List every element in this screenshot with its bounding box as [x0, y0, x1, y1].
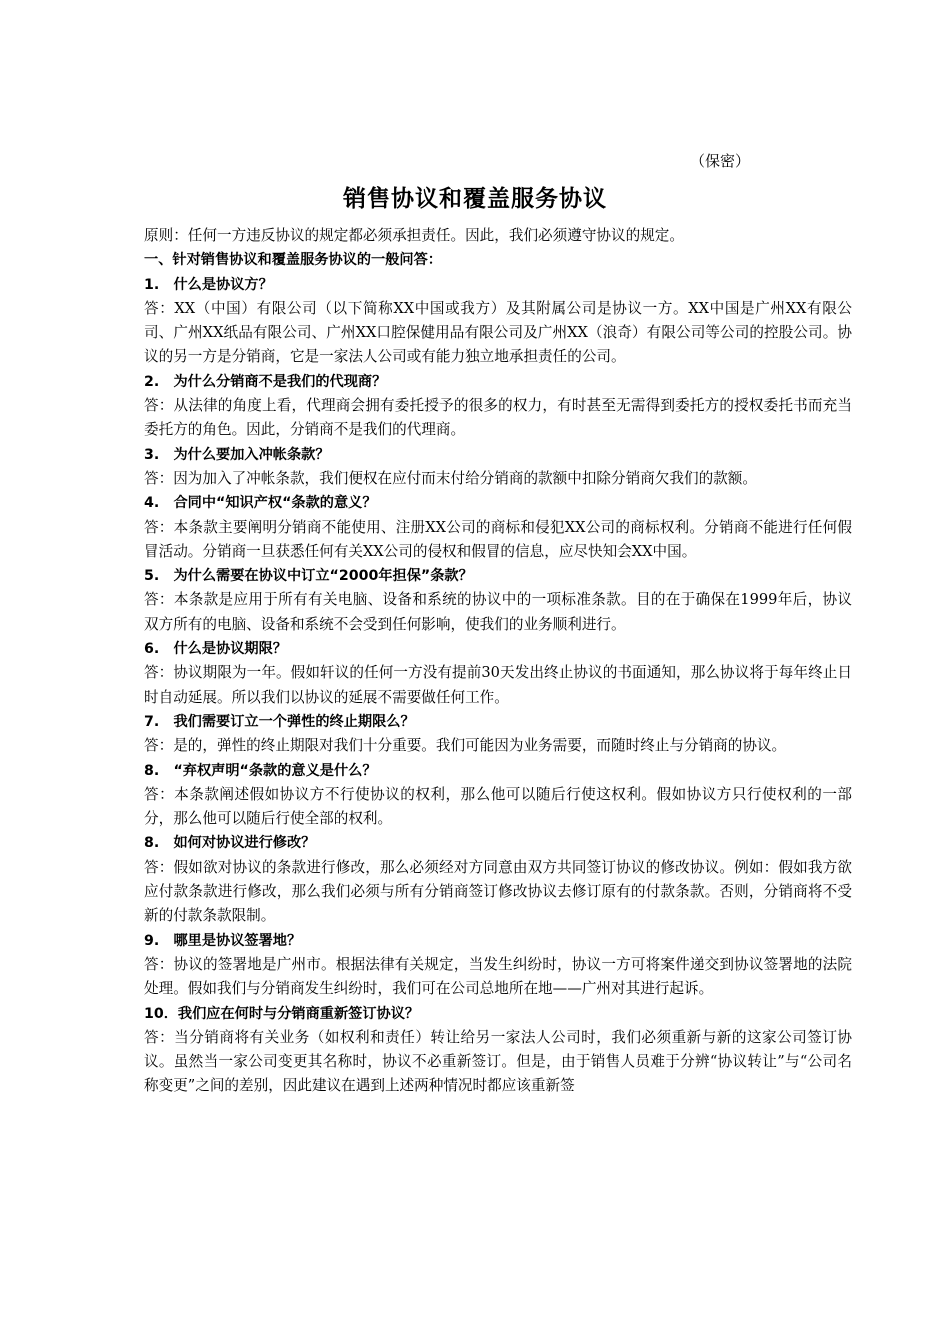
answer-9: 答：协议的签署地是广州市。根据法律有关规定，当发生纠纷时，协议一方可将案件递交到协议签署地的法院处理。假如我们与分销商发生纠纷时，我们可在公司总地所在地——广州对其进行起诉。 [144, 955, 852, 998]
answer-8b: 答：假如欲对协议的条款进行修改，那么必须经对方同意由双方共同签订协议的修改协议。例如：假如我方欲应付款条款进行修改，那么我们必须与所有分销商签订修改协议去修订原有的付款条款。否则，分销商将不受新的付款条款限制。 [144, 858, 852, 925]
answer-6: 答：协议期限为一年。假如轩议的任何一方没有提前30天发出终止协议的书面通知，那么协议将于每年终止日时自动延展。所以我们以协议的延展不需要做任何工作。 [144, 664, 852, 706]
confidential-mark: （保密） [690, 152, 751, 170]
question-2: 2. 为什么分销商不是我们的代现商？ [144, 373, 387, 390]
question-8a: 8. “弃权声明“条款的意义是什么？ [144, 762, 377, 779]
answer-4: 答：本条款主要阐明分销商不能使用、注册XX公司的商标和侵犯XX公司的商标权利。分销商不能进行任何假冒活动。分销商一旦获悉任何有关XX公司的侵权和假冒的信息，应尽快知会XX中国。 [144, 518, 852, 560]
answer-2: 答：从法律的角度上看，代理商会拥有委托授予的很多的权力，有时甚至无需得到委托方的授权委托书而充当委托方的角色。因此，分销商不是我们的代理商。 [144, 397, 852, 439]
document-title: 销售协议和覆盖服务协议 [343, 186, 607, 212]
question-7: 7. 我们需要订立一个弹性的终止期限么？ [144, 713, 415, 730]
question-4: 4. 合同中“知识产权“条款的意义？ [144, 495, 377, 512]
question-6: 6. 什么是协议期限？ [144, 641, 287, 658]
question-9: 9. 哪里是协议签署地？ [144, 932, 302, 949]
question-10: 10．我们应在何时与分销商重新签订协议？ [144, 1005, 420, 1022]
question-3: 3. 为什么要加入冲帐条款？ [144, 446, 330, 463]
answer-3: 答：因为加入了冲帐条款，我们便权在应付而末付给分销商的款额中扣除分销商欠我们的款额。 [144, 469, 757, 487]
answer-7: 答：是的，弹性的终止期限对我们十分重要。我们可能因为业务需要，而随时终止与分销商的协议。 [144, 737, 787, 755]
section-heading: 一、针对销售协议和覆盖服务协议的一般问答： [144, 252, 442, 269]
answer-5: 答：本条款是应用于所有有关电脑、设备和系统的协议中的一项标准条款。目的在于确保在1999年后，协议双方所有的电脑、设备和系统不会受到任何影响，使我们的业务顺利进行。 [144, 591, 852, 633]
question-5: 5. 为什么需要在协议中订立“2000年担保”条款？ [144, 568, 473, 585]
document-body [144, 224, 852, 1099]
question-1: 1. 什么是协议方？ [144, 276, 273, 293]
answer-10: 答：当分销商将有关业务（如权利和责任）转让给另一家法人公司时，我们必须重新与新的这家公司签订协议。虽然当一家公司变更其名称时，协议不必重新签订。但是，由于销售人员难于分辨“协议转让”与“公司名称变更”之间的差别，因此建议在遇到上述两种情况时都应该重新签 [144, 1028, 852, 1095]
answer-8a: 答：本条款阐述假如协议方不行使协议的权利，那么他可以随后行使这权利。假如协议方只行使权利的一部分，那么他可以随后行使全部的权利。 [144, 785, 852, 828]
question-8b: 8. 如何对协议进行修改？ [144, 835, 316, 852]
answer-1: 答：XX（中国）有限公司（以下简称XX中国或我方）及其附属公司是协议一方。XX中国是广州XX有限公司、广州XX纸品有限公司、广州XX口腔保健用品有限公司及广州XX（浪奇）有限公司等公司的控股公司。协议的另一方是分销商，它是一家法人公司或有能力独立地承担责任的公司。 [144, 299, 852, 366]
principle-text: 原则：任何一方违反协议的规定都必须承担责任。因此，我们必须遵守协议的规定。 [144, 227, 684, 244]
